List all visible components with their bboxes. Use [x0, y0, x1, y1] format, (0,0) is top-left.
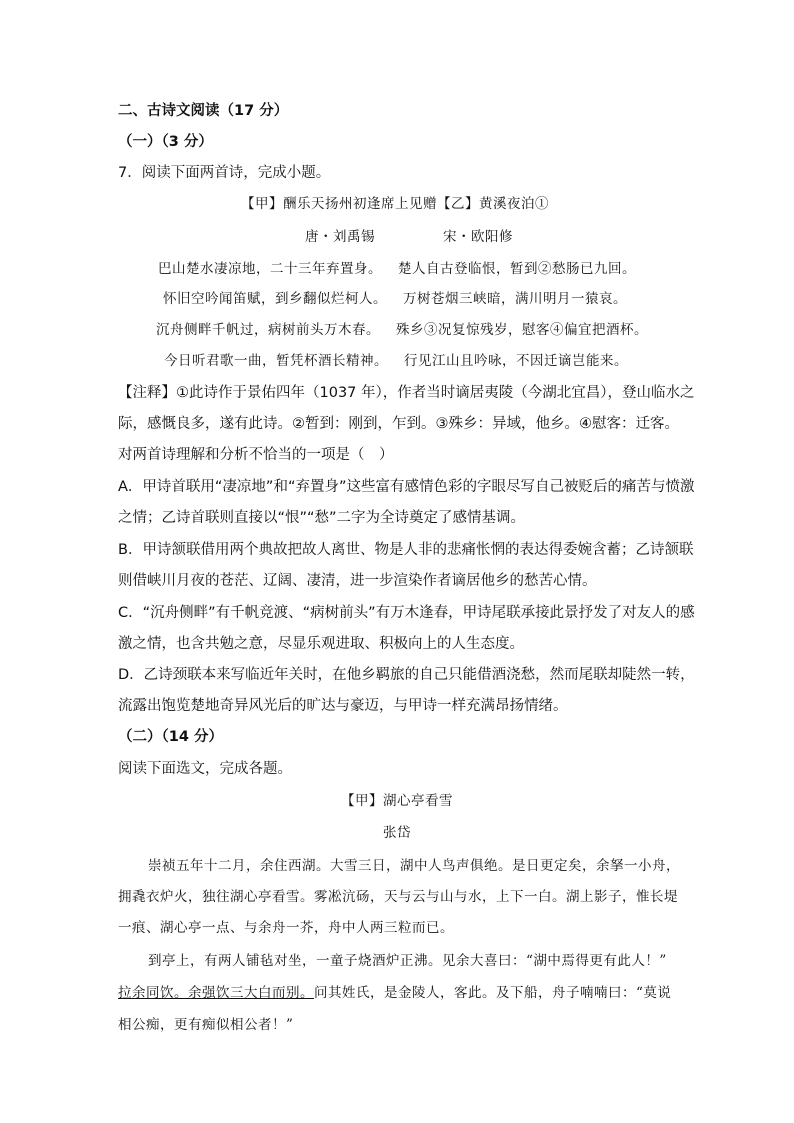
prose-line: 拥毳衣炉火，独往湖心亭看雪。雾凇沆砀，天与云与山与水，上下一白。湖上影子，惟长堤: [118, 889, 678, 905]
poem-b-line: 行见江山且吟咏，不因迁谪岂能来。: [404, 353, 628, 369]
section-heading: 二、古诗文阅读（17 分）: [118, 103, 289, 119]
poem-row: [158, 259, 636, 279]
underlined-sentence: 拉余同饮。余强饮三大白而别。: [118, 985, 314, 1001]
notes-line: 际，感慨良多，遂有此诗。②暂到：刚到，乍到。③殊乡：异域，他乡。④慰客：迁客。: [118, 416, 679, 432]
poem-a-line: 沉舟侧畔千帆过，病树前头万木春。: [156, 322, 380, 338]
poems-title: 【甲】酬乐天扬州初逢席上见赠【乙】黄溪夜泊①: [241, 196, 549, 212]
prose-line: 一痕、湖心亭一点、与余舟一芥，舟中人两三粒而已。: [118, 920, 454, 936]
poem-row: [164, 351, 628, 371]
part2-heading: （二）（14 分）: [118, 729, 223, 745]
option-a: A．甲诗首联用“凄凉地”和“弃置身”这些富有感情色彩的字眼尽写自己被贬后的痛苦与愤激: [118, 479, 695, 495]
option-b-cont: 则借峡川月夜的苍茫、辽阔、凄清，进一步渲染作者谪居他乡的愁苦心情。: [118, 573, 597, 589]
prose-line: 到亭上，有两人铺毡对坐，一童子烧酒炉正沸。见余大喜曰：“湖中焉得更有此人！”: [148, 953, 667, 969]
poem-b-line: 万树苍烟三峡暗，满川明月一猿哀。: [403, 291, 627, 307]
author-a: 唐・刘禹锡: [305, 229, 375, 245]
poem-a-line: 今日听君歌一曲，暂凭杯酒长精神。: [164, 353, 388, 369]
poem-row: [156, 320, 648, 340]
prose-line: [118, 983, 671, 1003]
prose-line: 崇祯五年十二月，余住西湖。大雪三日，湖中人鸟声俱绝。是日更定矣，余拏一小舟，: [148, 858, 680, 874]
option-d-cont: 流露出饱览楚地奇异风光后的旷达与豪迈，与甲诗一样充满昂扬情绪。: [118, 698, 568, 714]
question-prompt: 对两首诗理解和分析不恰当的一项是（ ）: [118, 447, 394, 463]
poem-b-line: 殊乡③况复惊残岁，慰客④偏宜把酒杯。: [396, 322, 648, 338]
poem-a-line: 巴山楚水凄凉地，二十三年弃置身。: [158, 261, 382, 277]
author-b: 宋・欧阳修: [443, 229, 513, 245]
prose-line-rest: 问其姓氏，是金陵人，客此。及下船，舟子喃喃曰：“莫说: [314, 985, 672, 1001]
option-c: C．“沉舟侧畔”有千帆竞渡、“病树前头”有万木逢春，甲诗尾联承接此景抒发了对友人的感: [118, 605, 695, 621]
option-b: B．甲诗颔联借用两个典故把故人离世、物是人非的悲痛怅惘的表达得委婉含蓄；乙诗颔联: [118, 542, 694, 558]
part2-instruction: 阅读下面选文，完成各题。: [118, 761, 292, 777]
prose-line: 相公痴，更有痴似相公者！”: [118, 1017, 294, 1033]
poem-a-line: 怀旧空吟闻笛赋，到乡翻似烂柯人。: [163, 291, 387, 307]
option-c-cont: 激之情，也含共勉之意，尽显乐观进取、积极向上的人生态度。: [118, 636, 524, 652]
part1-heading: （一）（3 分）: [118, 134, 213, 150]
question-7: 7．阅读下面两首诗，完成小题。: [118, 165, 331, 181]
option-a-cont: 之情；乙诗首联则直接以“恨”“愁”二字为全诗奠定了感情基调。: [118, 510, 526, 526]
poem-row: [163, 289, 627, 309]
notes-line: 【注释】①此诗作于景佑四年（1037 年），作者当时谪居夷陵（今湖北宜昌），登山临水之: [118, 385, 695, 401]
prose-title: 【甲】湖心亭看雪: [341, 793, 453, 809]
option-d: D．乙诗颈联本来写临近年关时，在他乡羁旅的自己只能借酒浇愁，然而尾联却陡然一转，: [118, 667, 695, 683]
poem-b-line: 楚人自古登临恨，暂到②愁肠已九回。: [398, 261, 636, 277]
prose-author: 张岱: [383, 825, 411, 841]
